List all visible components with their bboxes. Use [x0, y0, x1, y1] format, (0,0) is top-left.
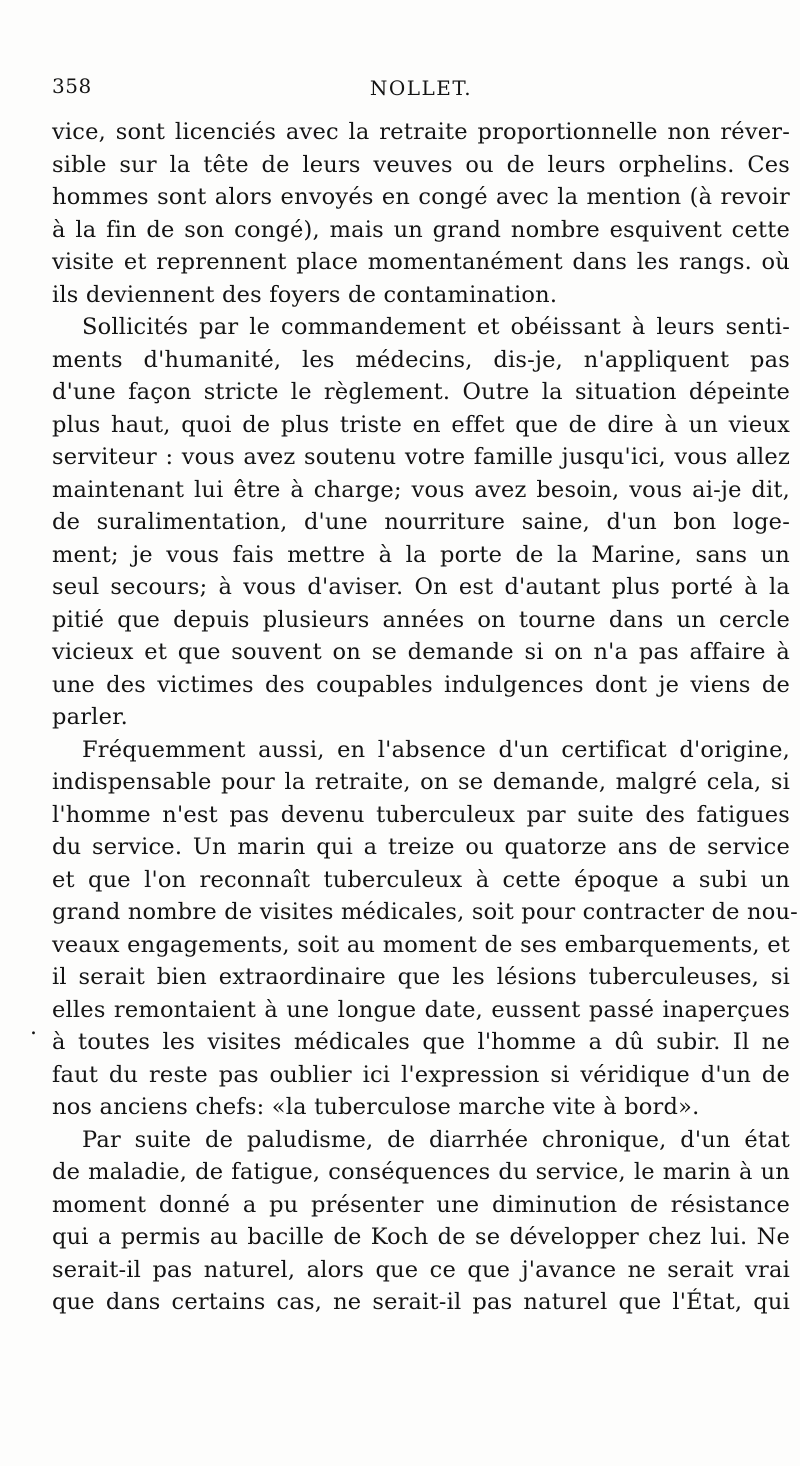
text-line: pitié que depuis plusieurs années on tourne dans un cercle [52, 606, 790, 633]
text-line: elles remontaient à une longue date, eussent passé inaperçues [52, 996, 790, 1023]
text-line: et que l'on reconnaît tuberculeux à cette époque a subi un [52, 866, 790, 893]
text-line: Par suite de paludisme, de diarrhée chronique, d'un état [82, 1126, 790, 1153]
text-line: visite et reprennent place momentanément dans les rangs. où [52, 249, 790, 275]
body-text [52, 116, 798, 1319]
text-line: vicieux et que souvent on se demande si on n'a pas affaire à [52, 639, 790, 665]
text-line: serait-il pas naturel, alors que ce que j'avance ne serait vrai [52, 1256, 790, 1283]
text-line: Sollicités par le commandement et obéissant à leurs senti- [82, 314, 790, 340]
text-line: d'une façon stricte le règlement. Outre la situation dépeinte [52, 379, 790, 405]
text-line: du service. Un marin qui a treize ou quatorze ans de service [52, 834, 790, 860]
text-line: vice, sont licenciés avec la retraite proportionnelle non réver- [52, 119, 790, 145]
text-line: faut du reste pas oublier ici l'expression si véridique d'un de [52, 1061, 790, 1088]
page-header [52, 70, 790, 110]
text-line: nos anciens chefs: «la tuberculose marche vite à bord». [52, 1094, 700, 1120]
text-line: l'homme n'est pas devenu tuberculeux par suite des fatigues [52, 801, 790, 828]
text-line: grand nombre de visites médicales, soit pour contracter de nou- [52, 899, 798, 925]
text-line: maintenant lui être à charge; vous avez besoin, vous ai-je dit, [52, 476, 790, 503]
text-line: veaux engagements, soit au moment de ses embarquements, et [52, 931, 790, 958]
text-line: une des victimes des coupables indulgences dont je viens de [52, 671, 790, 698]
text-line: parler. [52, 704, 128, 730]
text-line: moment donné a pu présenter une diminution de résistance [52, 1191, 790, 1218]
text-line: Fréquemment aussi, en l'absence d'un certificat d'origine, [82, 736, 790, 763]
running-head: NOLLET. [369, 76, 473, 100]
text-line: ment; je vous fais mettre à la porte de la Marine, sans un [52, 541, 790, 568]
text-line: plus haut, quoi de plus triste en effet que de dire à un vieux [52, 411, 790, 438]
text-line: sible sur la tête de leurs veuves ou de leurs orphelins. Ces [52, 151, 790, 178]
text-line: indispensable pour la retraite, on se demande, malgré cela, si [52, 769, 790, 795]
text-line: hommes sont alors envoyés en congé avec la mention (à revoir [52, 184, 790, 210]
text-line: ments d'humanité, les médecins, dis-je, n'appliquent pas [52, 346, 790, 373]
text-line: de suralimentation, d'une nourriture saine, d'un bon loge- [52, 509, 790, 535]
text-line: de maladie, de fatigue, conséquences du service, le marin à un [52, 1159, 790, 1185]
text-line: seul secours; à vous d'aviser. On est d'autant plus porté à la [52, 574, 790, 600]
text-line: à la fin de son congé), mais un grand nombre esquivent cette [52, 216, 790, 243]
text-line: à toutes les visites médicales que l'homme a dû subir. Il ne [52, 1029, 790, 1055]
text-line: qui a permis au bacille de Koch de se développer chez lui. Ne [52, 1224, 790, 1250]
text-line: serviteur : vous avez soutenu votre famille jusqu'ici, vous allez [52, 444, 790, 470]
margin-dot: . [30, 1015, 37, 1040]
text-line: ils deviennent des foyers de contamination. [52, 281, 558, 308]
text-line: il serait bien extraordinaire que les lésions tuberculeuses, si [52, 964, 790, 990]
page-number: 358 [52, 74, 92, 98]
text-line: que dans certains cas, ne serait-il pas naturel que l'État, qui [52, 1289, 790, 1315]
